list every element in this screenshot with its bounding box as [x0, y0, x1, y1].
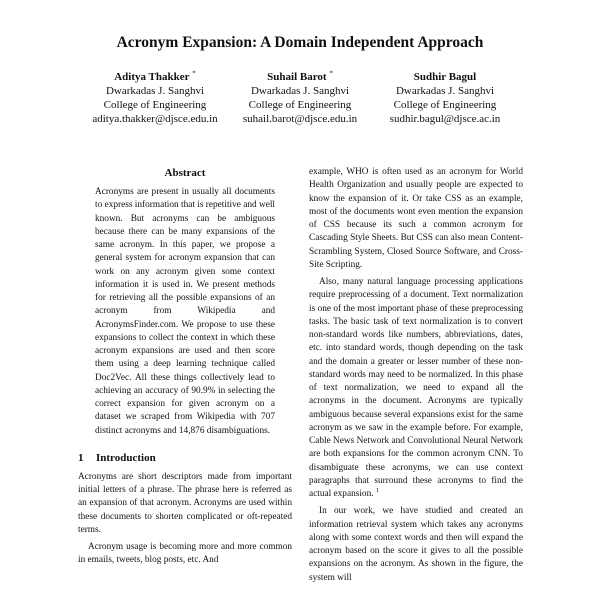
- author-college: College of Engineering: [393, 99, 497, 111]
- right-column: [309, 166, 523, 585]
- author-block-3: [370, 70, 520, 126]
- author-name: Aditya Thakker: [114, 71, 190, 83]
- abstract-heading: Abstract: [164, 167, 206, 179]
- intro-paragraph-1: Acronyms are short descriptors made from important initial letters of a phrase. The phrase here is referred as an expansion of that acronym. Acronyms are used within these documents to shorten complicated or oft-repeated terms.: [78, 471, 292, 535]
- footnote-marker: 1: [375, 486, 380, 494]
- left-column: [78, 160, 292, 568]
- author-block-2: [225, 70, 375, 126]
- author-college: College of Engineering: [248, 99, 352, 111]
- author-college: College of Engineering: [103, 99, 207, 111]
- author-mark: *: [192, 69, 196, 78]
- author-block-1: [80, 70, 230, 126]
- intro-paragraph-2: Acronym usage is becoming more and more common in emails, tweets, blog posts, etc. And: [78, 542, 292, 566]
- author-affiliation: Dwarkadas J. Sanghvi: [395, 85, 495, 97]
- right-paragraph-1: example, WHO is often used as an acronym for World Health Organization and usually people are expected to know the expansion of it. Or take CSS as an example, most of the documents wont even mention the expansion of CSS because its such a common acronym for Cascading Style Sheets. But CSS can also mean Content-Scrambling System, Closed Source Software, and Cross-Site Scripting.: [309, 167, 523, 270]
- section-heading-introduction: [78, 451, 292, 465]
- author-email: suhail.barot@djsce.edu.in: [242, 113, 358, 125]
- author-affiliation: Dwarkadas J. Sanghvi: [105, 85, 205, 97]
- author-mark: *: [329, 69, 333, 78]
- right-paragraph-2: [309, 276, 523, 501]
- right-paragraph-2-text: Also, many natural language processing applications require preprocessing of a document. Text normalization is one of the most important phase of these preprocessing tasks. The basic task of text normalization is to convert non-standard words like numbers, abbreviations, dates, etc. into standard words, though depending on the task and the domain a greater or lesser number of these non-standard words may need to be normalized. In this phase of text normalization, we need to expand all the acronyms in the document. Acronyms are typically ambiguous because several expansions exist for the same acronym as we saw in the example before. For example, Cable News Network and Convolutional Neural Network are both expansions for the common acronym CNN. To disambiguate these acronyms, we can use context paragraphs that surround these acronyms to find the actual expansion.: [309, 277, 523, 499]
- author-affiliation: Dwarkadas J. Sanghvi: [250, 85, 350, 97]
- author-name: Sudhir Bagul: [413, 71, 477, 83]
- section-title: Introduction: [96, 451, 156, 464]
- right-paragraph-3: In our work, we have studied and created an information retrieval system which takes any acronyms along with some context words and then will expand the acronym based on the score it gives to all the possible expansions on the acronym. As shown in the figure, the system will: [309, 506, 523, 583]
- section-number: 1: [78, 451, 84, 464]
- abstract-text: Acronyms are present in usually all documents to express information that is repetitive and well known. But acronyms can be ambiguous because there can be many expansions of the same acronym. In this paper, we propose a general system for acronym expansion that can work on any acronym given some context information it is used in. We present methods for retrieving all the possible expansions of an acronym from Wikipedia and AcronymsFinder.com. We propose to use these expansions to collect the context in which these acronym expansions are used and then score them using a deep learning technique called Doc2Vec. All these things collectively lead to achieving an accuracy of 90.9% in selecting the correct expansion for given acronym on a dataset we scraped from Wikipedia with 707 distinct acronyms and 14,876 disambiguations.: [95, 187, 275, 436]
- author-name: Suhail Barot: [267, 71, 327, 83]
- paper-title: Acronym Expansion: A Domain Independent Approach: [116, 34, 484, 51]
- author-email: sudhir.bagul@djsce.ac.in: [389, 113, 501, 125]
- author-email: aditya.thakker@djsce.edu.in: [92, 113, 218, 125]
